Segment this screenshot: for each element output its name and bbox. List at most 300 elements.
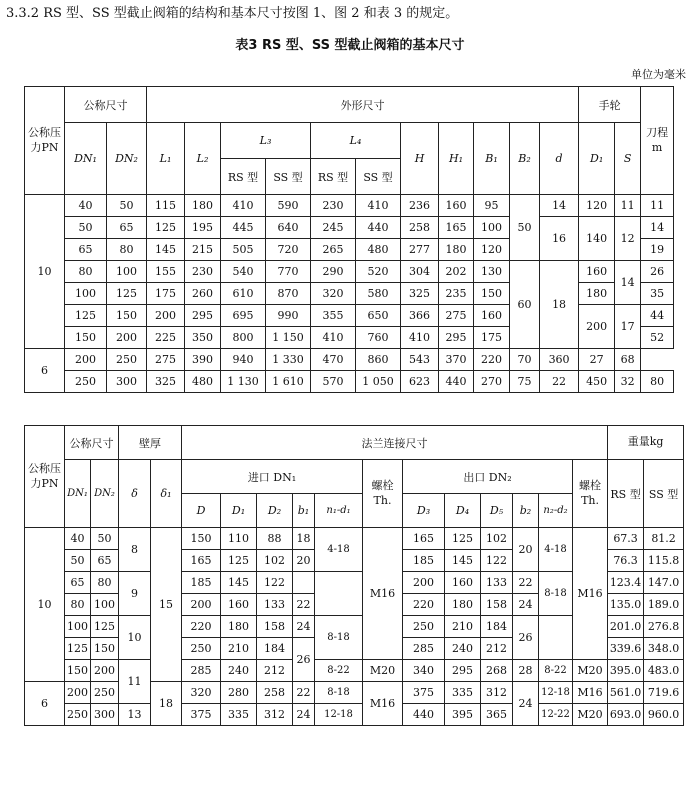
cell: 35 (641, 283, 674, 305)
cell: 800 (221, 327, 266, 349)
cell: 200 (65, 682, 91, 704)
l4-header: L₄ (311, 123, 401, 159)
cell: 275 (147, 349, 185, 371)
cell: 440 (403, 704, 445, 726)
cell: 125 (65, 305, 107, 327)
cell: 12-18 (315, 704, 363, 726)
cell: 122 (257, 572, 293, 594)
cell: 150 (107, 305, 147, 327)
cell: 240 (445, 638, 481, 660)
l3-ss-header: SS 型 (266, 159, 311, 195)
cell: 335 (445, 682, 481, 704)
cell: 180 (579, 283, 615, 305)
cell: 370 (439, 349, 474, 371)
cell: 275 (439, 305, 474, 327)
table-row (25, 371, 674, 393)
cell: 125 (147, 217, 185, 239)
cell: 165 (439, 217, 474, 239)
cell: 1 330 (266, 349, 311, 371)
cell: 155 (147, 261, 185, 283)
cell: 285 (182, 660, 221, 682)
cell: 312 (481, 682, 513, 704)
cell: 100 (65, 616, 91, 638)
weight-ss-header: SS 型 (644, 460, 684, 528)
cell: 189.0 (644, 594, 684, 616)
cell: 1 130 (221, 371, 266, 393)
cell: 12 (615, 217, 641, 261)
cell: 4-18 (315, 528, 363, 572)
b1-header: B₁ (474, 123, 510, 195)
cell: 40 (65, 195, 107, 217)
pn-header: 公称压力PN (25, 87, 65, 195)
cell: 325 (147, 371, 185, 393)
d4-header: D₄ (445, 494, 481, 528)
cell: 220 (403, 594, 445, 616)
cell: 200 (403, 572, 445, 594)
flange-weight-table (24, 425, 684, 726)
cell: 215 (185, 239, 221, 261)
l2-header: L₂ (185, 123, 221, 195)
cell: 160 (221, 594, 257, 616)
cell: 268 (481, 660, 513, 682)
b1-header: b₁ (293, 494, 315, 528)
cell: 543 (401, 349, 439, 371)
cell: 165 (403, 528, 445, 550)
cell: 65 (107, 217, 147, 239)
cell: 450 (579, 371, 615, 393)
cell: 70 (510, 349, 540, 371)
d1-header: D₁ (579, 123, 615, 195)
cell: 355 (311, 305, 356, 327)
flange-header: 法兰连接尺寸 (182, 426, 608, 460)
cell: 340 (403, 660, 445, 682)
n2d2-header: n₂-d₂ (539, 494, 573, 528)
cell: 640 (266, 217, 311, 239)
pn-cell: 6 (25, 682, 65, 726)
cell: 185 (182, 572, 221, 594)
cell: 44 (641, 305, 674, 327)
l4-rs-header: RS 型 (311, 159, 356, 195)
cell: 200 (91, 660, 119, 682)
cell: 19 (641, 239, 674, 261)
handwheel-header: 手轮 (579, 87, 641, 123)
cell: 540 (221, 261, 266, 283)
cell: 81.2 (644, 528, 684, 550)
table-row (25, 195, 674, 217)
cell: 325 (401, 283, 439, 305)
cell: 180 (445, 594, 481, 616)
cell: 200 (147, 305, 185, 327)
cell: 290 (311, 261, 356, 283)
cell: 125 (445, 528, 481, 550)
cell: 80 (65, 594, 91, 616)
cell: 395 (445, 704, 481, 726)
cell: 390 (185, 349, 221, 371)
cell: 125 (221, 550, 257, 572)
cell: 505 (221, 239, 266, 261)
cell: 20 (293, 550, 315, 572)
cell: 150 (91, 638, 119, 660)
cell: 8-22 (539, 660, 573, 682)
cell: 115.8 (644, 550, 684, 572)
cell: 140 (579, 217, 615, 261)
cell: 150 (474, 283, 510, 305)
cell: 440 (439, 371, 474, 393)
cell: 88 (257, 528, 293, 550)
h1-header: H₁ (439, 123, 474, 195)
cell: 122 (481, 550, 513, 572)
cell: 68 (615, 349, 641, 371)
cell: 160 (579, 261, 615, 283)
cell: 24 (293, 616, 315, 638)
cell: 277 (401, 239, 439, 261)
cell: 22 (293, 682, 315, 704)
cell: 610 (221, 283, 266, 305)
cell: 165 (182, 550, 221, 572)
d5-header: D₅ (481, 494, 513, 528)
dn1-header: DN₁ (65, 460, 91, 528)
cell: 445 (221, 217, 266, 239)
cell: 375 (182, 704, 221, 726)
cell: 50 (65, 550, 91, 572)
cell: 258 (257, 682, 293, 704)
cell: 18 (540, 261, 579, 349)
cell: 12-18 (539, 682, 573, 704)
weight-header: 重量kg (608, 426, 684, 460)
cell: 250 (65, 704, 91, 726)
cell: 225 (147, 327, 185, 349)
cell: 150 (65, 660, 91, 682)
cell: 147.0 (644, 572, 684, 594)
cell: 123.4 (608, 572, 644, 594)
cell: 160 (445, 572, 481, 594)
pn-cell: 10 (25, 195, 65, 349)
cell: 940 (221, 349, 266, 371)
cell: 145 (147, 239, 185, 261)
cell: 15 (151, 528, 182, 682)
cell: 480 (185, 371, 221, 393)
d3-header: D₃ (403, 494, 445, 528)
cell: 240 (221, 660, 257, 682)
cell: 185 (403, 550, 445, 572)
cell: 350 (185, 327, 221, 349)
cell: 24 (293, 704, 315, 726)
table-row (25, 528, 684, 550)
l4-ss-header: SS 型 (356, 159, 401, 195)
table-caption: 表3 RS 型、SS 型截止阀箱的基本尺寸 (235, 38, 465, 53)
cell: 135.0 (608, 594, 644, 616)
cell: 100 (474, 217, 510, 239)
cell (539, 616, 573, 660)
cell: 870 (266, 283, 311, 305)
cell: 1 150 (266, 327, 311, 349)
cell: 990 (266, 305, 311, 327)
cell: 14 (615, 261, 641, 305)
cell: 145 (221, 572, 257, 594)
cell: 110 (221, 528, 257, 550)
cell: 133 (257, 594, 293, 616)
cell: 280 (221, 682, 257, 704)
cell: 770 (266, 261, 311, 283)
cell: 100 (107, 261, 147, 283)
cell: 623 (401, 371, 439, 393)
l3-rs-header: RS 型 (221, 159, 266, 195)
s-header: S (615, 123, 641, 195)
cell: 4-18 (539, 528, 573, 572)
cell: 258 (401, 217, 439, 239)
l3-header: L₃ (221, 123, 311, 159)
cell: 80 (641, 371, 674, 393)
table-row (25, 349, 674, 371)
d-header: D (182, 494, 221, 528)
cell: 200 (107, 327, 147, 349)
n1d1-header: n₁-d₁ (315, 494, 363, 528)
cell: 14 (641, 217, 674, 239)
bolt-outlet-header: 螺栓Th. (573, 460, 608, 528)
cell: 24 (513, 594, 539, 616)
cell: 250 (65, 371, 107, 393)
cell: 720 (266, 239, 311, 261)
cell: 65 (65, 239, 107, 261)
cell: 50 (91, 528, 119, 550)
cell: 115 (147, 195, 185, 217)
cell: 80 (91, 572, 119, 594)
cell: 76.3 (608, 550, 644, 572)
cell: 180 (185, 195, 221, 217)
cell: 125 (91, 616, 119, 638)
cell: 960.0 (644, 704, 684, 726)
cell: 295 (445, 660, 481, 682)
cell: 250 (107, 349, 147, 371)
cell: 300 (91, 704, 119, 726)
cell: M16 (363, 682, 403, 726)
cell: 250 (403, 616, 445, 638)
cell: 50 (107, 195, 147, 217)
cell: 210 (445, 616, 481, 638)
cell: 395.0 (608, 660, 644, 682)
cell: 18 (151, 682, 182, 726)
cell: 339.6 (608, 638, 644, 660)
cell: 250 (182, 638, 221, 660)
cell: 158 (481, 594, 513, 616)
cell: 201.0 (608, 616, 644, 638)
cell: 27 (579, 349, 615, 371)
cell: 335 (221, 704, 257, 726)
cell: 348.0 (644, 638, 684, 660)
cell: 320 (182, 682, 221, 704)
cell: 580 (356, 283, 401, 305)
cell: 760 (356, 327, 401, 349)
cell: 320 (311, 283, 356, 305)
cell: 60 (510, 261, 540, 349)
cell: 365 (481, 704, 513, 726)
pn-cell: 6 (25, 349, 65, 393)
d1-header: D₁ (221, 494, 257, 528)
cell: 22 (293, 594, 315, 616)
cell: 200 (65, 349, 107, 371)
cell: M16 (573, 682, 608, 704)
cell: 12-22 (539, 704, 573, 726)
cell: 158 (257, 616, 293, 638)
cell: 75 (510, 371, 540, 393)
cell: 13 (119, 704, 151, 726)
cell: 160 (474, 305, 510, 327)
cell: 295 (185, 305, 221, 327)
cell: 120 (474, 239, 510, 261)
intro-paragraph: 3.3.2 RS 型、SS 型截止阀箱的结构和基本尺寸按图 1、图 2 和表 3 的规定。 (6, 6, 459, 21)
cell: 719.6 (644, 682, 684, 704)
cell: 11 (641, 195, 674, 217)
cell: 366 (401, 305, 439, 327)
cell: 125 (65, 638, 91, 660)
cell: 133 (481, 572, 513, 594)
cell: 440 (356, 217, 401, 239)
cell: 304 (401, 261, 439, 283)
cell: 22 (513, 572, 539, 594)
cell: 1 610 (266, 371, 311, 393)
cell: 295 (439, 327, 474, 349)
cell: 270 (474, 371, 510, 393)
b2-header: b₂ (513, 494, 539, 528)
table-row (25, 660, 684, 682)
cell: 410 (221, 195, 266, 217)
cell: 212 (481, 638, 513, 660)
delta-header: δ (119, 460, 151, 528)
cell: 10 (119, 616, 151, 660)
nominal-size-header: 公称尺寸 (65, 87, 147, 123)
cell: 312 (257, 704, 293, 726)
cell: 65 (65, 572, 91, 594)
cell: 410 (401, 327, 439, 349)
cell: 150 (182, 528, 221, 550)
dn2-header: DN₂ (91, 460, 119, 528)
cell: 220 (182, 616, 221, 638)
cell: 260 (185, 283, 221, 305)
cell: 265 (311, 239, 356, 261)
cell: 184 (481, 616, 513, 638)
cell: 360 (540, 349, 579, 371)
cell: M16 (573, 528, 608, 660)
cell: 8 (119, 528, 151, 572)
cell: 145 (445, 550, 481, 572)
cell: 65 (91, 550, 119, 572)
cell: 95 (474, 195, 510, 217)
cell: 470 (311, 349, 356, 371)
cell: 102 (481, 528, 513, 550)
cell: 276.8 (644, 616, 684, 638)
delta1-header: δ₁ (151, 460, 182, 528)
wall-thickness-header: 壁厚 (119, 426, 182, 460)
cell: 130 (474, 261, 510, 283)
cell: 200 (579, 305, 615, 349)
cell: 300 (107, 371, 147, 393)
cell: 40 (65, 528, 91, 550)
cell: 410 (311, 327, 356, 349)
cell: 195 (185, 217, 221, 239)
cell: 8-18 (315, 682, 363, 704)
pn-cell: 10 (25, 528, 65, 682)
cell: 11 (119, 660, 151, 704)
cell: 520 (356, 261, 401, 283)
cell: 200 (182, 594, 221, 616)
cell: 102 (257, 550, 293, 572)
pn-header: 公称压力PN (25, 426, 65, 528)
cell: 100 (91, 594, 119, 616)
cell: 230 (185, 261, 221, 283)
cell: 175 (147, 283, 185, 305)
cell: 16 (540, 217, 579, 261)
cell (293, 572, 315, 594)
dn2-header: DN₂ (107, 123, 147, 195)
d2-header: D₂ (257, 494, 293, 528)
b2-header: B₂ (510, 123, 540, 195)
cell: 561.0 (608, 682, 644, 704)
cell: 24 (513, 682, 539, 726)
weight-rs-header: RS 型 (608, 460, 644, 528)
cell: 26 (513, 616, 539, 660)
cell: 410 (356, 195, 401, 217)
cell: M20 (363, 660, 403, 682)
cell: M16 (363, 528, 403, 660)
cell: 210 (221, 638, 257, 660)
cell: 18 (293, 528, 315, 550)
cell: 695 (221, 305, 266, 327)
d-header: d (540, 123, 579, 195)
table-row (25, 217, 674, 239)
stroke-header: 刀程m (641, 87, 674, 195)
cell: 220 (474, 349, 510, 371)
cell: M20 (573, 660, 608, 682)
cell: 285 (403, 638, 445, 660)
inlet-header: 进口 DN₁ (182, 460, 363, 494)
cell: 14 (540, 195, 579, 217)
cell: 28 (513, 660, 539, 682)
cell: 8-18 (315, 616, 363, 660)
cell: 180 (439, 239, 474, 261)
cell: 860 (356, 349, 401, 371)
cell: 32 (615, 371, 641, 393)
cell: 230 (311, 195, 356, 217)
cell: 650 (356, 305, 401, 327)
table-row (25, 261, 674, 283)
h-header: H (401, 123, 439, 195)
cell: 8-22 (315, 660, 363, 682)
cell: 693.0 (608, 704, 644, 726)
dn1-header: DN₁ (65, 123, 107, 195)
cell: 80 (65, 261, 107, 283)
cell: 26 (641, 261, 674, 283)
cell (315, 572, 363, 616)
outline-size-header: 外形尺寸 (147, 87, 579, 123)
bolt-inlet-header: 螺栓Th. (363, 460, 403, 528)
cell: 235 (439, 283, 474, 305)
cell: 1 050 (356, 371, 401, 393)
cell: 375 (403, 682, 445, 704)
cell: 120 (579, 195, 615, 217)
cell: 212 (257, 660, 293, 682)
cell: 22 (540, 371, 579, 393)
cell: 590 (266, 195, 311, 217)
outlet-header: 出口 DN₂ (403, 460, 573, 494)
l1-header: L₁ (147, 123, 185, 195)
cell: 236 (401, 195, 439, 217)
cell: 245 (311, 217, 356, 239)
cell: 50 (510, 195, 540, 261)
cell: 570 (311, 371, 356, 393)
cell: 80 (107, 239, 147, 261)
cell: 26 (293, 638, 315, 682)
table-row (25, 704, 684, 726)
